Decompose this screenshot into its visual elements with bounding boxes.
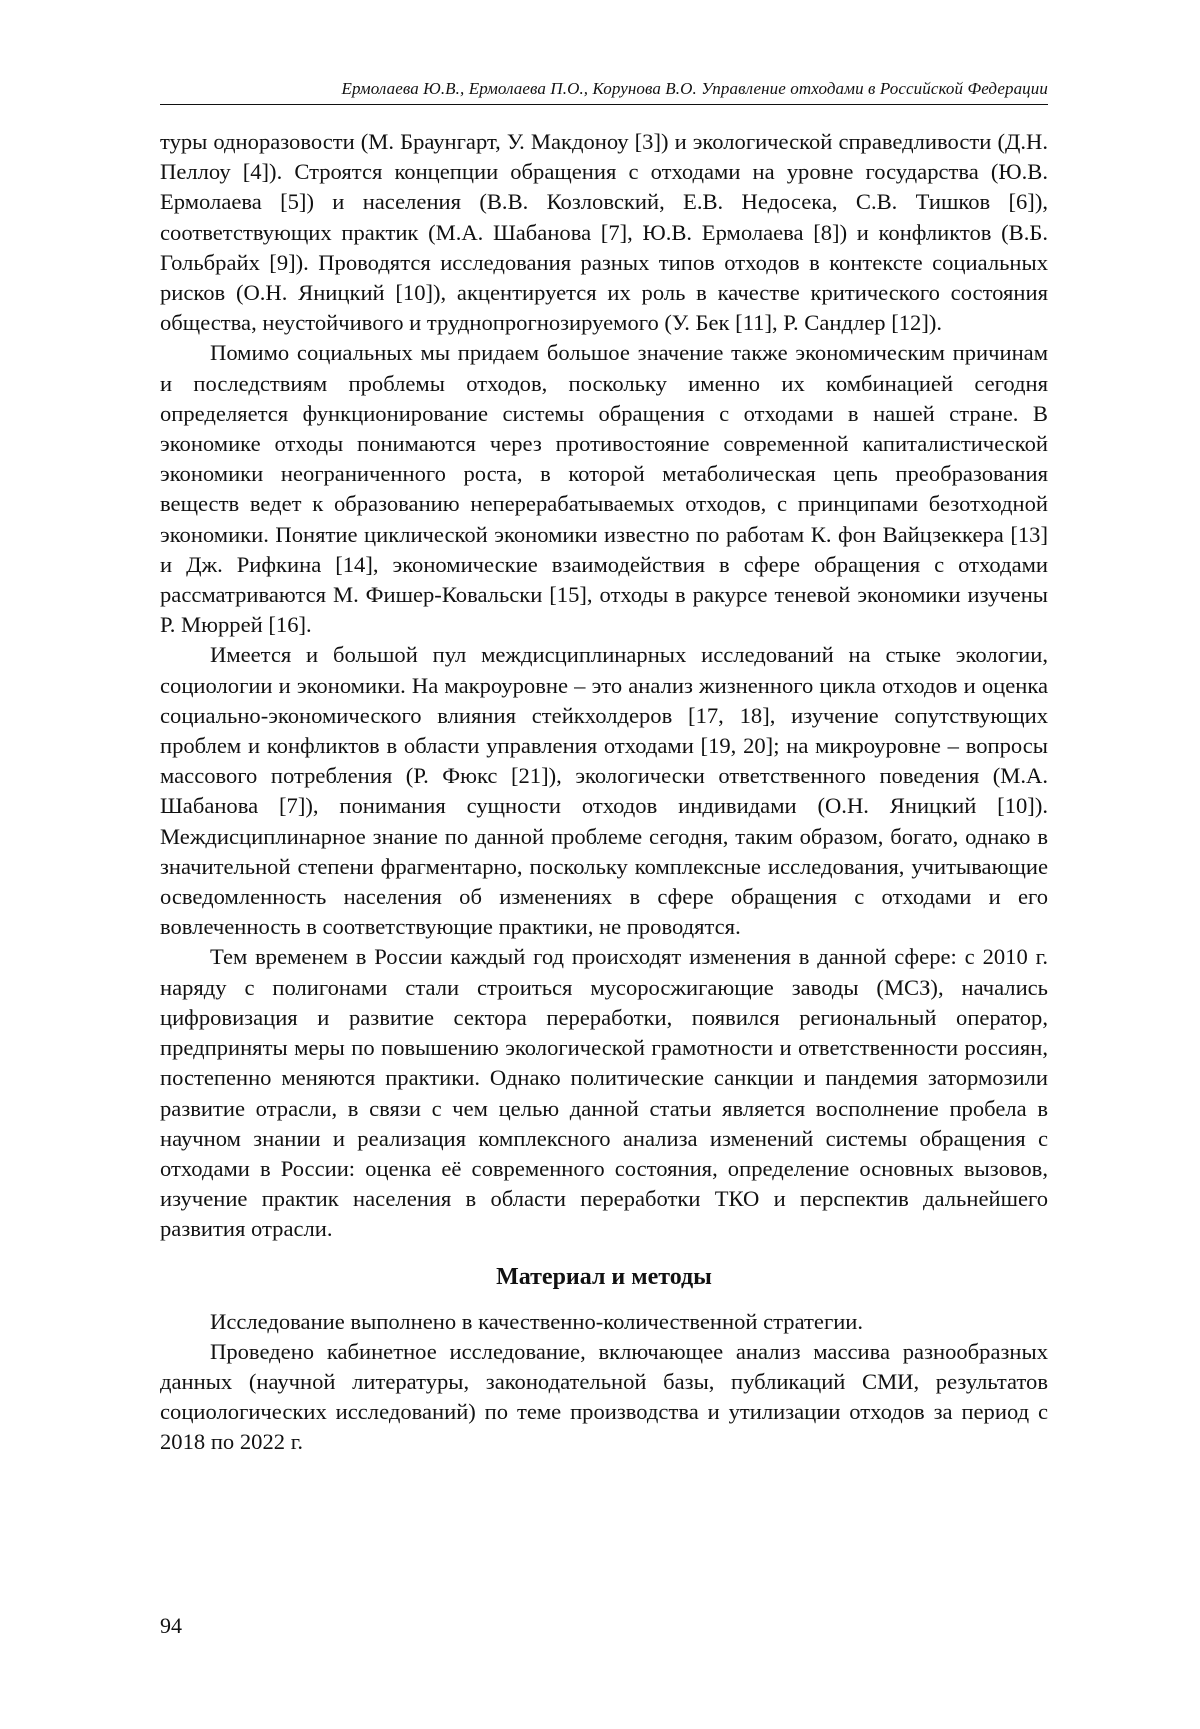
paragraph-methods-desk-research: Проведено кабинетное исследование, включающее анализ массива разнообразных данных (научной литературы, законодательной базы, публикаций СМИ, результатов социологических исследований) по теме производства и утилизации отходов за период с 2018 по 2022 г. [160,1338,1048,1455]
paragraph-russia-changes: Тем временем в России каждый год происходят изменения в данной сфере: с 2010 г. наряду с полигонами стали строиться мусоросжигающие заводы (МСЗ), начались цифровизация и развитие сектора переработки, появился региональный оператор, предприняты меры по повышению экологической грамотности и ответственности россиян, постепенно меняются практики. Однако политические санкции и пандемия затормозили развитие отрасли, в связи с чем целью данной статьи является восполнение пробела в научном знании и реализация комплексного анализа изменений системы обращения с отходами в России: оценка её современного состояния, определение основных вызовов, изучение практик населения в области переработки ТКО и перспектив дальнейшего развития отрасли. [160,944,1048,1242]
paragraph-interdisciplinary: Имеется и большой пул междисциплинарных исследований на стыке экологии, социологии и экономики. На макроуровне – это анализ жизненного цикла отходов и оценка социально-экономического влияния стейкхолдеров [17, 18], изучение сопутствующих проблем и конфликтов в области управления отходами [19, 20]; на микроуровне – вопросы массового потребления (Р. Фюкс [21]), экологически ответственного поведения (М.А. Шабанова [7]), понимания сущности отходов индивидами (О.Н. Яницкий [10]). Междисциплинарное знание по данной проблеме сегодня, таким образом, богато, однако в значительной степени фрагментарно, поскольку комплексные исследования, учитывающие осведомленность населения об изменениях в сфере обращения с отходами и его вовлеченность в соответствующие практики, не проводятся. [160,642,1048,940]
page [160,78,1048,1458]
page-number: 94 [160,1613,182,1638]
article-body [160,127,1048,1458]
paragraph-economics: Помимо социальных мы придаем большое значение также экономическим причинам и последствиям проблемы отходов, поскольку именно их комбинацией сегодня определяется функционирование системы обращения с отходами в нашей стране. В экономике отходы понимаются через противостояние современной капиталистической экономики неограниченного роста, в которой метаболическая цепь преобразования веществ ведет к образованию неперерабатываемых отходов, с принципами безотходной экономики. Понятие циклической экономики известно по работам К. фон Вайцзеккера [13] и Дж. Рифкина [14], экономические взаимодействия в сфере обращения с отходами рассматриваются М. Фишер-Ковальски [15], отходы в ракурсе теневой экономики изучены Р. Мюррей [16]. [160,340,1048,638]
paragraph-continuation: туры одноразовости (М. Браунгарт, У. Макдоноу [3]) и экологической справедливости (Д.Н. Пеллоу [4]). Строятся концепции обращения с отходами на уровне государства (Ю.В. Ермолаева [5]) и населения (В.В. Козловский, Е.В. Недосека, С.В. Тишков [6]), соответствующих практик (М.А. Шабанова [7], Ю.В. Ермолаева [8]) и конфликтов (В.Б. Гольбрайх [9]). Проводятся исследования разных типов отходов в контексте социальных рисков (О.Н. Яницкий [10]), акцентируется их роль в качестве критического состояния общества, неустойчивого и труднопрогнозируемого (У. Бек [11], Р. Сандлер [12]). [160,129,1048,336]
section-title: Материал и методы [496,1263,712,1290]
paragraph-methods-strategy: Исследование выполнено в качественно-количественной стратегии. [210,1308,864,1334]
running-header: Ермолаева Ю.В., Ермолаева П.О., Корунова В.О. Управление отходами в Российской Федерации [160,78,1048,105]
